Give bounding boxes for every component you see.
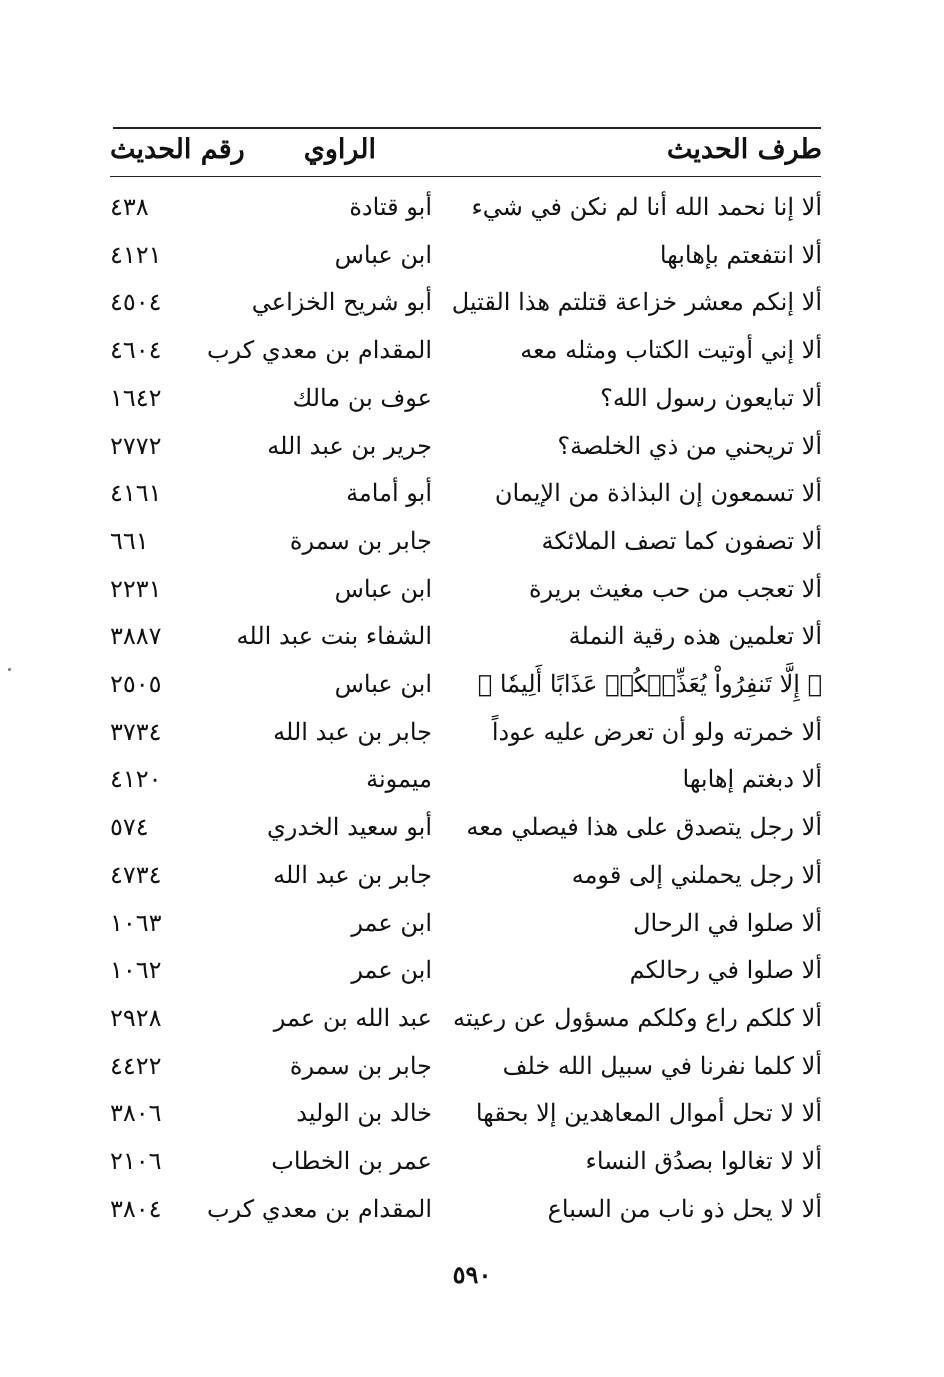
page-number: ٥٩٠: [452, 1260, 492, 1289]
hadith-incipit: ألا دبغتم إهابها: [682, 765, 822, 794]
narrator-name: خالد بن الوليد: [296, 1099, 432, 1128]
hadith-number: ٤١٢٠: [110, 765, 162, 794]
hadith-incipit: ﴿ إِلَّا تَنفِرُواْ يُعَذِّبۡكُمۡ عَذَابًا أَلِيمٗا ﴾: [477, 670, 822, 698]
hadith-incipit: ألا إنا نحمد الله أنا لم نكن في شيء: [471, 193, 822, 221]
column-header-hadith: طرف الحديث: [666, 134, 822, 165]
hadith-number: ٤١٦١: [110, 479, 162, 508]
hadith-incipit: ألا صلوا في رحالكم: [629, 956, 822, 985]
table-row: [0, 378, 944, 424]
table-row: [0, 282, 944, 328]
hadith-incipit: ألا رجل يحملني إلى قومه: [571, 860, 822, 889]
hadith-number: ١٠٦٣: [110, 908, 162, 937]
hadith-incipit: ألا خمرته ولو أن تعرض عليه عوداً: [491, 717, 822, 746]
hadith-number: ٢٥٠٥: [110, 670, 162, 698]
hadith-incipit: ألا تسمعون إن البذاذة من الإيمان: [494, 479, 822, 508]
hadith-incipit: ألا انتفعتم بإهابها: [659, 240, 822, 269]
table-row: [0, 521, 944, 567]
hadith-number: ٣٨٠٤: [110, 1194, 162, 1223]
hadith-number: ٢١٠٦: [110, 1147, 162, 1175]
table-row: [0, 1141, 944, 1187]
hadith-number: ٣٧٣٤: [110, 717, 162, 746]
table-row: [0, 664, 944, 710]
table-row: [0, 569, 944, 615]
hadith-number: ٤٣٨: [110, 193, 149, 221]
narrator-name: عمر بن الخطاب: [271, 1147, 432, 1175]
narrator-name: المقدام بن معدي كرب: [206, 336, 432, 365]
hadith-number: ٣٨٠٦: [110, 1099, 162, 1128]
narrator-name: ميمونة: [366, 765, 432, 794]
table-row: [0, 426, 944, 472]
hadith-number: ٢٩٢٨: [110, 1003, 162, 1032]
table-row: [0, 712, 944, 758]
narrator-name: الشفاء بنت عبد الله: [236, 622, 432, 651]
table-row: [0, 1046, 944, 1092]
hadith-incipit: ألا لا يحل ذو ناب من السباع: [547, 1194, 822, 1223]
hadith-number: ٥٧٤: [110, 813, 149, 842]
table-row: [0, 759, 944, 805]
hadith-incipit: ألا كلما نفرنا في سبيل الله خلف: [502, 1051, 822, 1080]
narrator-name: جرير بن عبد الله: [267, 431, 432, 460]
table-row: [0, 998, 944, 1044]
hadith-number: ٤٦٠٤: [110, 336, 162, 365]
hadith-number: ٤٥٠٤: [110, 288, 162, 317]
narrator-name: أبو شريح الخزاعي: [251, 288, 432, 317]
hadith-incipit: ألا إنكم معشر خزاعة قتلتم هذا القتيل: [451, 288, 822, 317]
hadith-number: ٦٦١: [110, 526, 149, 555]
top-rule: [113, 127, 821, 129]
table-row: [0, 807, 944, 853]
hadith-incipit: ألا لا تغالوا بصدُق النساء: [585, 1147, 822, 1175]
hadith-number: ٤١٢١: [110, 240, 162, 269]
narrator-name: أبو سعيد الخدري: [267, 813, 432, 842]
hadith-incipit: ألا إني أوتيت الكتاب ومثله معه: [520, 336, 822, 365]
hadith-incipit: ألا تعلمين هذه رقية النملة: [568, 622, 822, 651]
narrator-name: أبو أمامة: [346, 479, 432, 508]
hadith-incipit: ألا تبايعون رسول الله؟: [600, 383, 822, 412]
hadith-number: ١٦٤٢: [110, 383, 162, 412]
narrator-name: ابن عباس: [334, 574, 432, 603]
narrator-name: جابر بن سمرة: [289, 526, 432, 555]
hadith-incipit: ألا كلكم راع وكلكم مسؤول عن رعيته: [452, 1003, 822, 1032]
table-row: [0, 1189, 944, 1235]
narrator-name: ابن عباس: [334, 240, 432, 269]
hadith-number: ٣٨٨٧: [110, 622, 162, 651]
column-header-number: رقم الحديث: [110, 134, 245, 165]
narrator-name: جابر بن عبد الله: [273, 860, 432, 889]
narrator-name: جابر بن سمرة: [289, 1051, 432, 1080]
table-row: [0, 187, 944, 233]
table-row: [0, 950, 944, 996]
hadith-incipit: ألا تصفون كما تصف الملائكة: [541, 526, 822, 555]
hadith-number: ٢٧٧٢: [110, 431, 162, 460]
narrator-name: جابر بن عبد الله: [273, 717, 432, 746]
hadith-incipit: ألا تريحني من ذي الخلصة؟: [557, 431, 822, 460]
table-row: [0, 473, 944, 519]
hadith-incipit: ألا تعجب من حب مغيث بريرة: [528, 574, 822, 603]
table-row: [0, 903, 944, 949]
hadith-incipit: ألا لا تحل أموال المعاهدين إلا بحقها: [475, 1099, 822, 1128]
narrator-name: ابن عمر: [351, 956, 432, 985]
scan-speck: [8, 668, 11, 671]
hadith-number: ٤٧٣٤: [110, 860, 162, 889]
hadith-incipit: ألا صلوا في الرحال: [633, 908, 822, 937]
narrator-name: ابن عباس: [334, 670, 432, 698]
narrator-name: المقدام بن معدي كرب: [206, 1194, 432, 1223]
table-row: [0, 235, 944, 281]
narrator-name: عوف بن مالك: [292, 383, 432, 412]
hadith-number: ٤٤٢٢: [110, 1051, 162, 1080]
table-row: [0, 330, 944, 376]
hadith-incipit: ألا رجل يتصدق على هذا فيصلي معه: [466, 813, 822, 842]
narrator-name: عبد الله بن عمر: [273, 1003, 432, 1032]
narrator-name: أبو قتادة: [349, 193, 432, 221]
column-header-narrator: الراوي: [303, 134, 376, 165]
hadith-number: ٢٢٣١: [110, 574, 162, 603]
header-rule: [110, 176, 821, 177]
narrator-name: ابن عمر: [351, 908, 432, 937]
hadith-number: ١٠٦٢: [110, 956, 162, 985]
table-row: [0, 616, 944, 662]
table-row: [0, 855, 944, 901]
table-row: [0, 1093, 944, 1139]
